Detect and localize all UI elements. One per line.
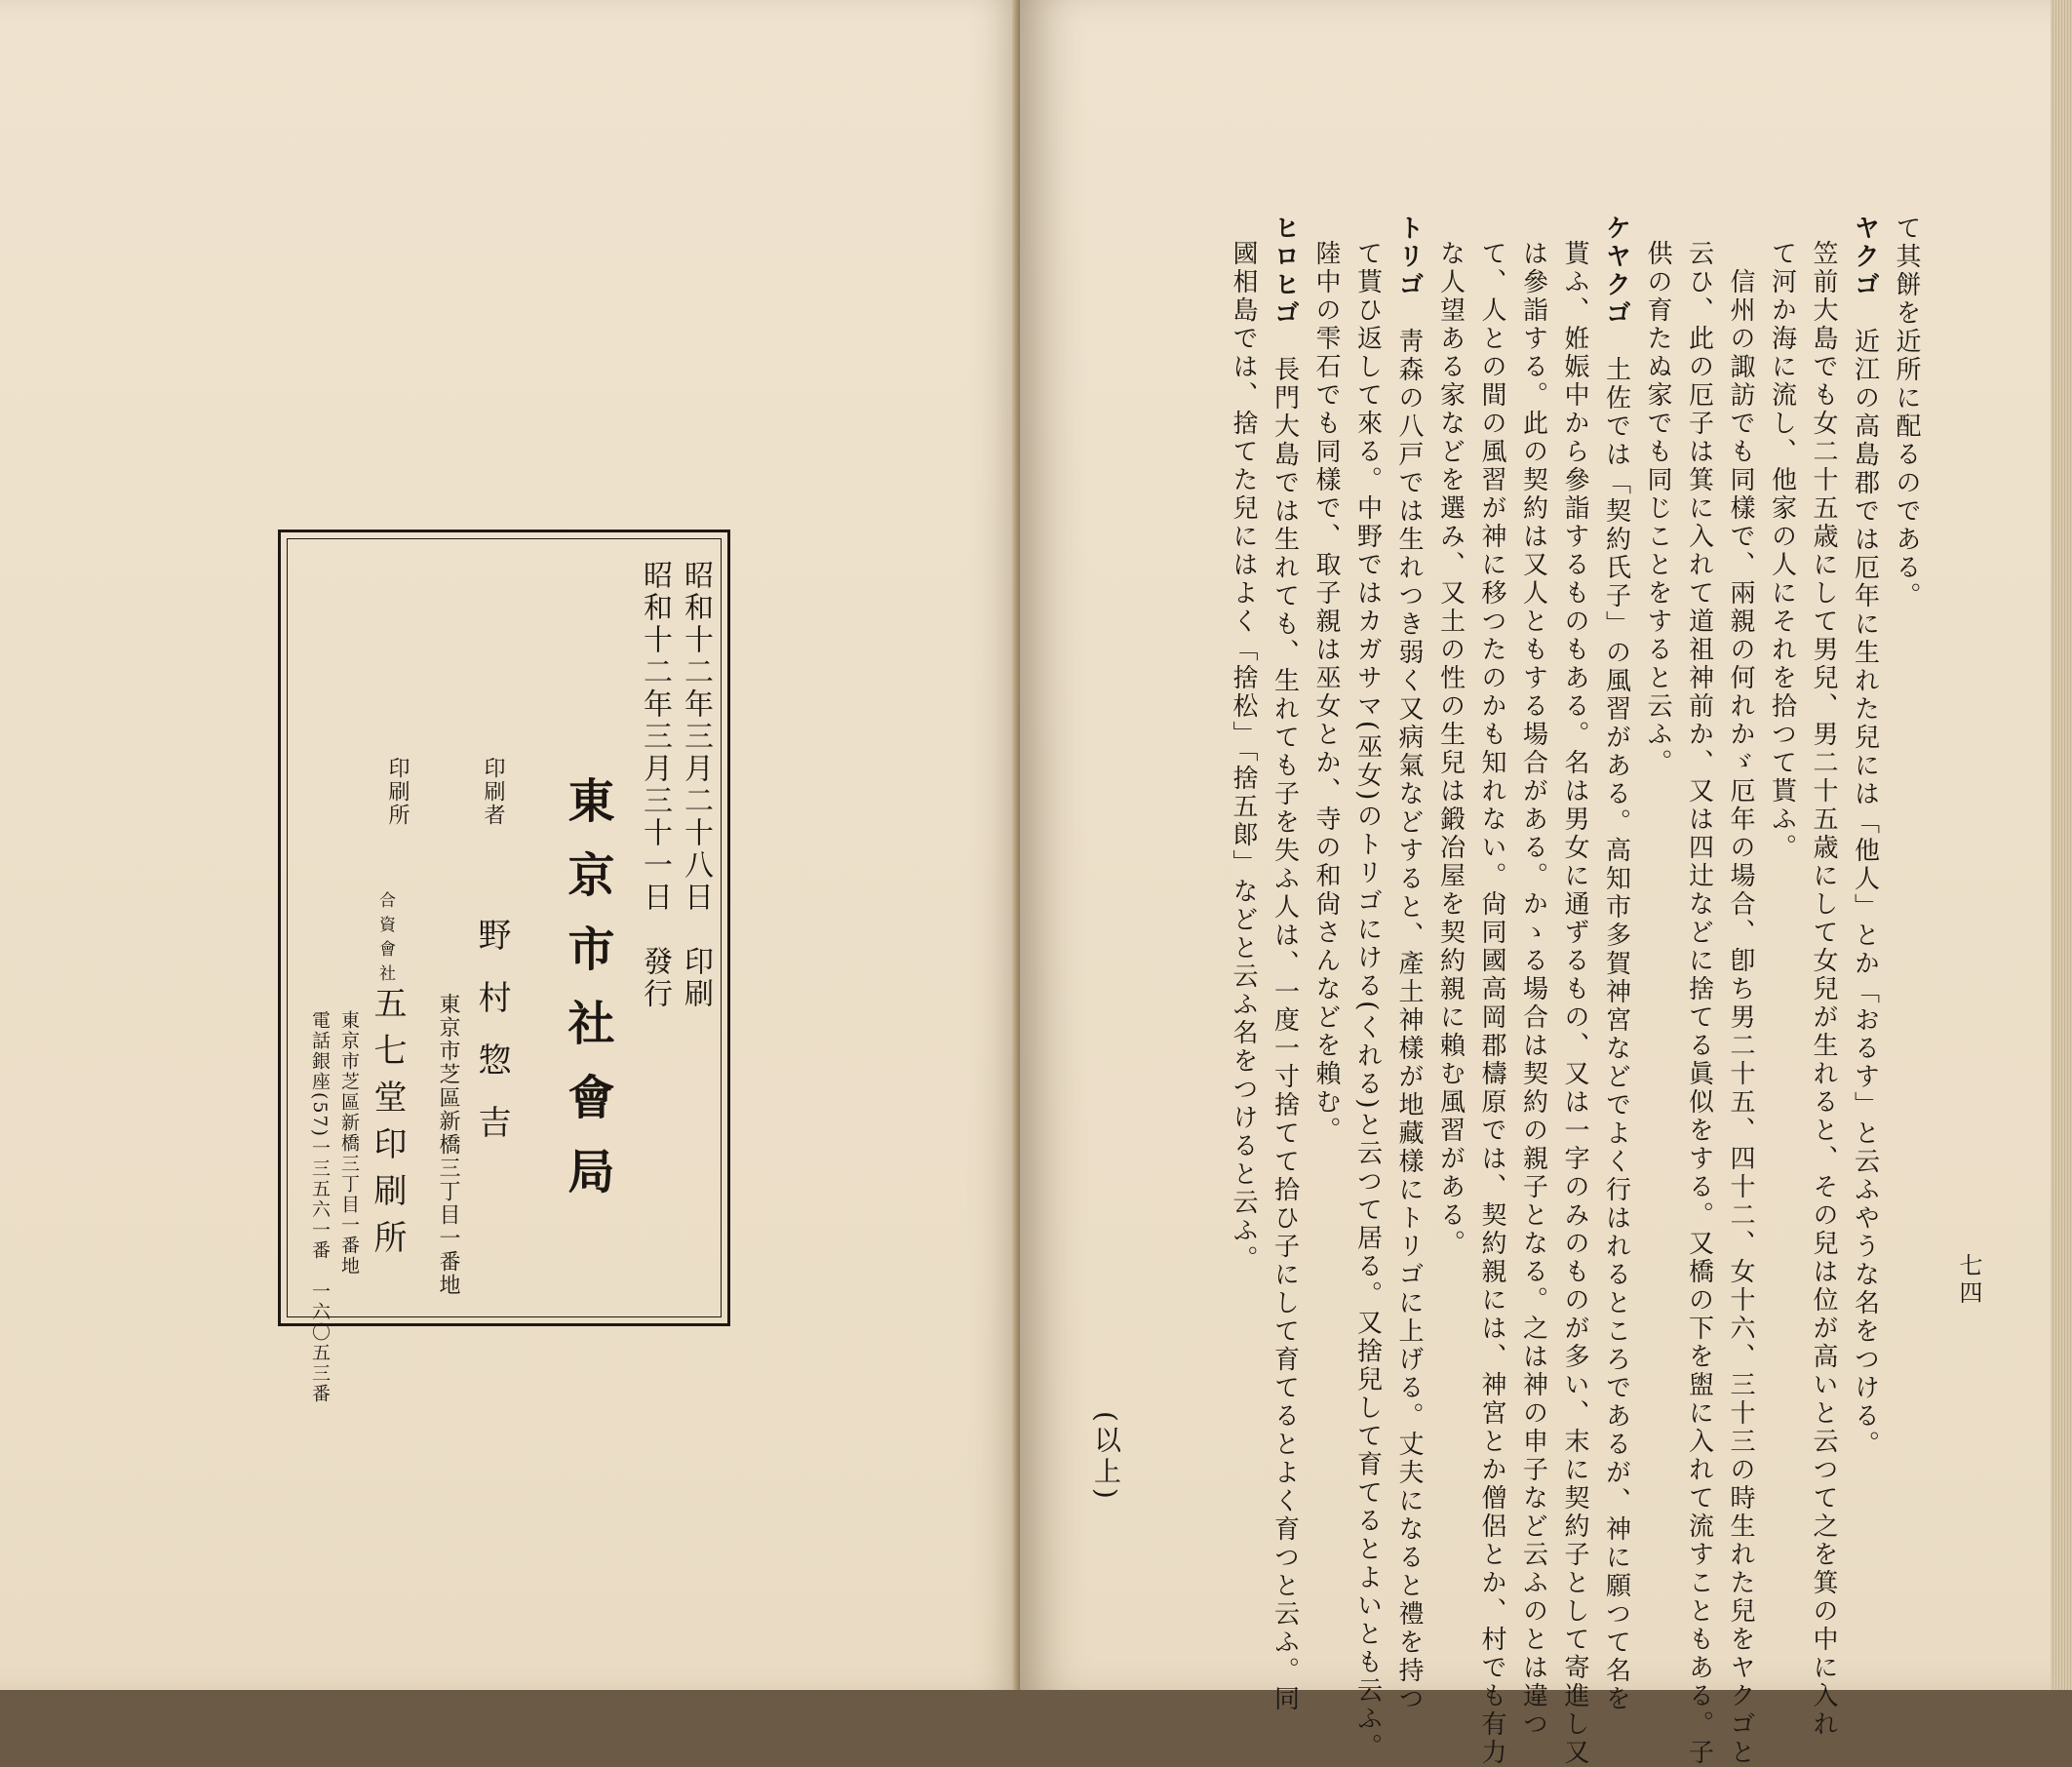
printshop-phone: 電話銀座(57)一三五六一番 一六〇五三番 [309, 1010, 331, 1405]
column-text: 信州の諏訪でも同樣で、兩親の何れかゞ厄年の場合、卽ち男二十五、四十二、女十六、三十三の時生れた兒をヤクゴと [1726, 240, 1755, 1767]
entry-heading: ケヤクゴ [1601, 215, 1631, 328]
column-text: 長門大島では生れても、生れても子を失ふ人は、一度一寸捨てて拾ひ子にして育てるとよく育つと云ふ。同 [1270, 328, 1300, 1713]
colophon-box [278, 530, 730, 1405]
text-column [1850, 215, 1880, 1459]
print-date: 昭和十二年三月二十八日 印刷 [679, 560, 713, 1010]
text-column [1479, 240, 1505, 1767]
entry-heading: トリゴ [1394, 215, 1424, 299]
text-column [1352, 240, 1383, 1762]
text-column [1811, 240, 1836, 1739]
column-text: て貰ひ返して來る。中野ではカガサマ(巫女)のトリゴにける(くれる)と云つて居る。又捨兒して育てるとよいとも云ふ。 [1352, 240, 1383, 1762]
printshop-name: 五七堂印刷所 [368, 986, 407, 1267]
issue-date: 昭和十二年三月三十一日 發行 [638, 560, 672, 1010]
text-column [1518, 240, 1548, 1739]
column-text: て其餅を近所に配るのである。 [1892, 215, 1921, 610]
entry-heading: ヤクゴ [1850, 215, 1880, 299]
column-text: て河か海に流し、他家の人にそれを拾つて貰ふ。 [1767, 240, 1797, 862]
publisher-name: 東京市社會局 [560, 776, 614, 1221]
end-mark: (以上) [1090, 1411, 1122, 1503]
text-column [1767, 240, 1797, 862]
printshop-address: 東京市芝區新橋三丁目一番地 [338, 1010, 360, 1276]
page-number: 七四 [1955, 1253, 1982, 1308]
text-column [1601, 215, 1631, 1713]
printer-address: 東京市芝區新橋三丁目一番地 [436, 993, 460, 1297]
column-text: 供の育たぬ家でも同じことをすると云ふ。 [1643, 240, 1672, 777]
text-column [1313, 240, 1339, 1145]
text-column [1684, 240, 1714, 1767]
column-text: て、人との間の風習が神に移つたのかも知れない。尙同國高岡郡檮原では、契約親には、神宮とか僧侶とか、村でも有力 [1477, 240, 1506, 1767]
text-column [1272, 215, 1298, 1713]
column-text: 貰ふ、姙娠中から參詣するものもある。名は男女に通ずるもの、又は一字のみのものが多い、末に契約子として寄進し又 [1560, 240, 1589, 1767]
column-text: 笠前大島でも女二十五歳にして男兒、男二十五歳にして女兒が生れると、その兒は位が高いと云つて之を箕の中に入れ [1809, 240, 1838, 1739]
column-text: 土佐では「契約氏子」の風習がある。高知市多賀神宮などでよく行はれるところであるが、神に願つて名を [1601, 328, 1631, 1713]
printer-name: 野村惣吉 [472, 918, 511, 1167]
column-text: 靑森の八戸では生れつき弱く又病氣などすると、產土神樣が地藏樣にトリゴに上げる。丈夫になると禮を持つ [1394, 299, 1424, 1713]
text-column [1435, 240, 1466, 1258]
text-column [1894, 215, 1919, 610]
right-page [1020, 0, 2072, 1767]
printshop-type: 合資會社 [375, 891, 395, 989]
column-text: は參詣する。此の契約は又人ともする場合がある。かゝる場合は契約の親子となる。之は神の申子など云ふのとは違つ [1518, 240, 1548, 1739]
entry-heading: ヒロヒゴ [1270, 215, 1300, 328]
printer-label: 印刷者 [481, 757, 505, 827]
text-column [1396, 215, 1422, 1713]
column-text: 陸中の雫石でも同樣で、取子親は巫女とか、寺の和尙さんなどを賴む。 [1311, 240, 1341, 1145]
column-text: 國相島では、捨てた兒にはよく「捨松」「捨五郞」などと云ふ名をつけると云ふ。 [1229, 240, 1258, 1274]
text-column [1645, 240, 1670, 777]
page-edge [2051, 0, 2072, 1690]
left-page [0, 0, 1020, 1690]
column-text: 近江の高島郡では厄年に生れた兒には「他人」とか「おるす」と云ふやうな名をつける。 [1850, 299, 1880, 1459]
text-column [1728, 240, 1753, 1767]
column-text: な人望ある家などを選み、又土の性の生兒は鍛冶屋を契約親に賴む風習がある。 [1435, 240, 1466, 1258]
text-column [1562, 240, 1587, 1767]
printshop-label: 印刷所 [385, 757, 410, 827]
column-text: 云ひ、此の厄子は箕に入れて道祖神前か、又は四辻などに捨てる眞似をする。又橋の下を盥に入れて流すこともある。子 [1684, 240, 1714, 1767]
text-column [1231, 240, 1256, 1274]
